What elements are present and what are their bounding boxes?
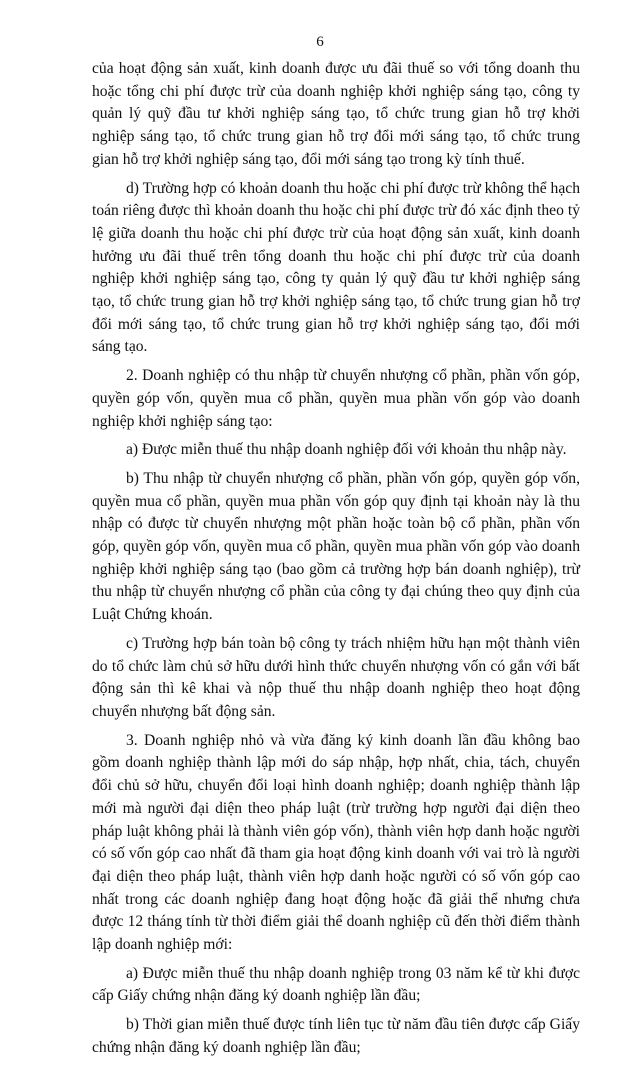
paragraph-3b: b) Thời gian miễn thuế được tính liên tục từ năm đầu tiên được cấp Giấy chứng nhận đăng ký doanh nghiệp lần đầu; [92, 1016, 580, 1056]
paragraph-continuation: của hoạt động sản xuất, kinh doanh được ưu đãi thuế so với tổng doanh thu hoặc tổng chi phí được trừ của doanh nghiệp khởi nghiệp sáng tạo, công ty quản lý quỹ đầu tư khởi nghiệp sáng tạo, tổ chức trung gian hỗ trợ khởi nghiệp sáng tạo, tổ chức trung gian hỗ trợ đổi mới sáng tạo, tổ chức trung gian hỗ trợ khởi nghiệp sáng tạo, đổi mới sáng tạo trong kỳ tính thuế. [92, 60, 580, 168]
document-body [92, 58, 580, 1066]
paragraph-2: 2. Doanh nghiệp có thu nhập từ chuyển nhượng cổ phần, phần vốn góp, quyền góp vốn, quyền mua cổ phần, quyền mua phần vốn góp vào doanh nghiệp khởi nghiệp sáng tạo: [92, 367, 580, 430]
paragraph-2a: a) Được miễn thuế thu nhập doanh nghiệp đối với khoản thu nhập này. [126, 441, 567, 459]
paragraph-2c: c) Trường hợp bán toàn bộ công ty trách nhiệm hữu hạn một thành viên do tổ chức làm chủ sở hữu dưới hình thức chuyển nhượng vốn có gắn với bất động sản thì kê khai và nộp thuế thu nhập doanh nghiệp theo hoạt động chuyển nhượng bất động sản. [92, 634, 580, 720]
paragraph-3a: a) Được miễn thuế thu nhập doanh nghiệp trong 03 năm kể từ khi được cấp Giấy chứng nhận đăng ký doanh nghiệp lần đầu; [92, 964, 580, 1005]
paragraph-3: 3. Doanh nghiệp nhỏ và vừa đăng ký kinh doanh lần đầu không bao gồm doanh nghiệp thành lập mới do sáp nhập, hợp nhất, chia, tách, chuyển đổi chủ sở hữu, chuyển đổi loại hình doanh nghiệp; doanh nghiệp thành lập mới mà người đại diện theo pháp luật (trừ trường hợp người đại diện theo pháp luật không phải là thành viên góp vốn), thành viên hợp danh hoặc người có số vốn góp cao nhất đã tham gia hoạt động kinh doanh với vai trò là người đại diện theo pháp luật, thành viên hợp danh hoặc người có số vốn góp cao nhất trong các doanh nghiệp đang hoạt động hoặc đã giải thể nhưng chưa được 12 tháng tính từ thời điểm giải thể doanh nghiệp cũ đến thời điểm thành lập doanh nghiệp mới: [92, 731, 580, 954]
paragraph-1d: d) Trường hợp có khoản doanh thu hoặc chi phí được trừ không thể hạch toán riêng được thì khoản doanh thu hoặc chi phí được trừ đó xác định theo tỷ lệ giữa doanh thu hoặc chi phí được trừ của hoạt động sản xuất, kinh doanh hưởng ưu đãi thuế trên tổng doanh thu hoặc chi phí được trừ của doanh nghiệp khởi nghiệp sáng tạo, công ty quản lý quỹ đầu tư khởi nghiệp sáng tạo, tổ chức trung gian hỗ trợ khởi nghiệp sáng tạo, tổ chức trung gian hỗ trợ đổi mới sáng tạo, tổ chức trung gian hỗ trợ khởi nghiệp sáng tạo, đổi mới sáng tạo. [92, 179, 580, 356]
page-number: 6 [316, 34, 324, 50]
paragraph-2b: b) Thu nhập từ chuyển nhượng cổ phần, phần vốn góp, quyền góp vốn, quyền mua cổ phần, quyền mua phần vốn góp quy định tại khoản này là thu nhập có được từ chuyển nhượng một phần hoặc toàn bộ cổ phần, phần vốn góp, quyền góp vốn, quyền mua cổ phần, quyền mua phần vốn góp vào doanh nghiệp khởi nghiệp sáng tạo (bao gồm cả trường hợp bán doanh nghiệp), trừ thu nhập từ chuyển nhượng cổ phần của công ty đại chúng theo quy định của Luật Chứng khoán. [92, 469, 580, 624]
